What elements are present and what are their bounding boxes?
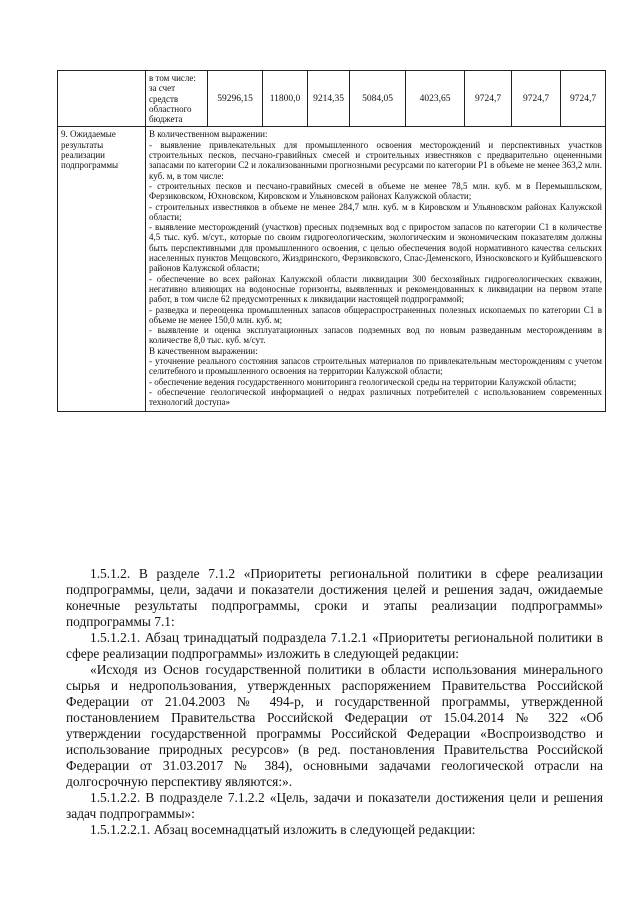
paragraph: 1.5.1.2.1. Абзац тринадцатый подраздела 7.1.2.1 «Приоритеты региональной политики в сфере реализации подпрограммы» изложить в следующей редакции: (66, 630, 603, 661)
funding-value-4: 5084,05 (350, 71, 406, 127)
results-line: - обеспечение геологической информацией о недрах различных потребителей с использованием современных технологий доступа» (149, 386, 602, 408)
paragraph: 1.5.1.2.2.1. Абзац восемнадцатый изложить в следующей редакции: (90, 822, 476, 837)
results-label: 9. Ожидаемые результаты реализации подпрограммы (58, 127, 146, 411)
program-table (57, 70, 606, 412)
paragraph: 1.5.1.2. В разделе 7.1.2 «Приоритеты региональной политики в сфере реализации подпрограммы, цели, задачи и показатели достижения целей и решения задач, ожидаемые конечные результаты подпрограммы, сроки и этапы реализации подпрограммы» подпрограммы 7.1: (66, 566, 603, 629)
funding-value-8: 9724,7 (561, 71, 606, 127)
results-line: - обеспечение ведения государственного мониторинга геологической среды на территории Калужской области; (149, 376, 577, 387)
empty-cell (58, 71, 146, 127)
funding-value-3: 9214,35 (308, 71, 350, 127)
funding-value-6: 9724,7 (465, 71, 512, 127)
results-line: - уточнение реального состояния запасов строительных материалов по привлекательным месторождениям с учетом селитебного и промышленного освоения на территории Калужской области; (149, 356, 602, 377)
funding-value-5: 4023,65 (406, 71, 465, 127)
paragraph: «Исходя из Основ государственной политики в области использования минерального сырья и недропользования, утвержденных распоряжением Правительства Российской Федерации от 21.04.2003 № 494-р, и государственной программы, утвержденной постановлением Правительства Российской Федерации от 15.04.2014 № 322 «Об утверждении государственной программы Российской Федерации «Воспроизводство и использование природных ресурсов» (в ред. постановления Правительства Российской Федерации от 31.03.2017 № 384), основными задачами геологической отрасли на долгосрочную перспективу являются:». (66, 662, 603, 789)
results-line: - строительных известняков в объеме не менее 284,7 млн. куб. м в Кировском и Ульяновском районах Калужской области; (149, 201, 602, 222)
results-line: - выявление месторождений (участков) пресных подземных вод с приростом запасов по категории С1 в количестве 4,5 тыс. куб. м/сут., которые по своим гидрогеологическим, экологическим и экономическим показателям должны быть перспективными для промышленного освоения, с целью обеспечения водой нормативного качества сельских населенных пунктов Мещовского, Жиздринского, Ферзиковского, Спас-Деменского, Износковского и Куйбышевского районов Калужской области; (149, 222, 602, 274)
results-line: - выявление и оценка эксплуатационных запасов подземных вод по новым разведанным месторождениям в количестве 8,0 тыс. куб. м/сут. (149, 325, 602, 346)
results-line: - выявление привлекательных для промышленного освоения месторождений и перспективных участков строительных песков, песчано-гравийных смесей и строительных известняков с предварительно оцененными запасами по категории С2 и локализованными прогнозными ресурсами по категории Р1 в объеме не менее 363,2 млн. куб. м, в том числе: (149, 139, 602, 181)
results-line: В количественном выражении: (149, 129, 268, 140)
table-row-funding (58, 71, 606, 127)
results-line: - строительных песков и песчано-гравийных смесей в объеме не менее 78,5 млн. куб. м в Перемышльском, Ферзиковском, Юхновском, Кировском и Ульяновском районах Калужской области; (149, 180, 602, 202)
body-text (66, 566, 603, 838)
results-line: - разведка и переоценка промышленных запасов общераспространенных полезных ископаемых по категории С1 в объеме не менее 150,0 млн. куб. м; (149, 304, 602, 325)
results-line: - обеспечение во всех районах Калужской области ликвидации 300 бесхозяйных гидрогеологических скважин, негативно влияющих на водоносные горизонты, выявленных и рекомендованных к ликвидации на первом этапе работ, в том числе 62 предусмотренных к ликвидации настоящей подпрограммой; (149, 273, 602, 305)
results-body (146, 127, 606, 411)
paragraph: 1.5.1.2.2. В подразделе 7.1.2.2 «Цель, задачи и показатели достижения цели и решения задач подпрограммы»: (66, 790, 603, 821)
funding-label: в том числе: за счет средств областного бюджета (146, 71, 208, 127)
funding-value-total: 59296,15 (208, 71, 263, 127)
funding-value-2: 11800,0 (263, 71, 308, 127)
table-row-results (58, 127, 606, 411)
results-line: В качественном выражении: (149, 345, 258, 356)
funding-value-7: 9724,7 (512, 71, 561, 127)
